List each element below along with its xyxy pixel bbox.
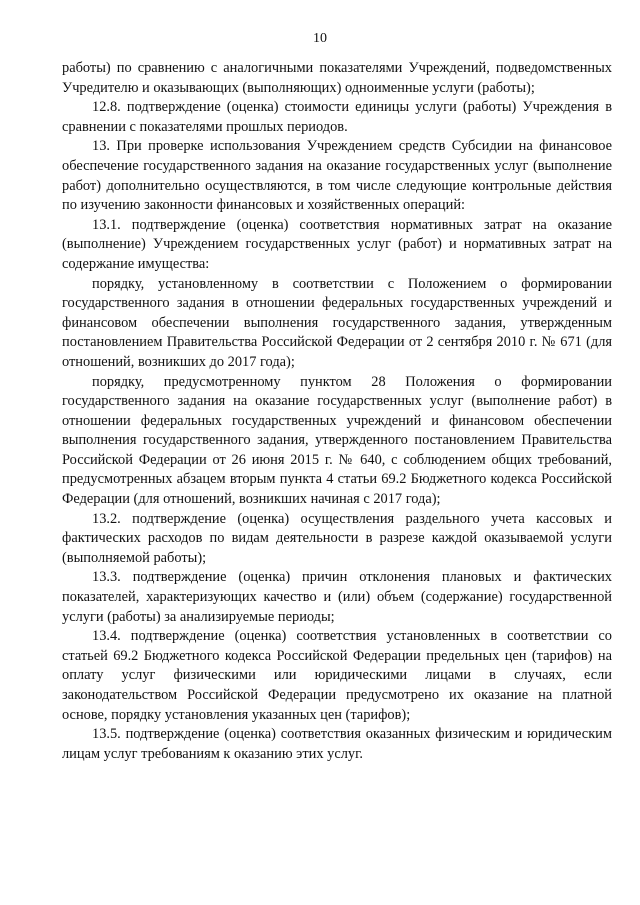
paragraph-13-2: 13.2. подтверждение (оценка) осуществления раздельного учета кассовых и фактических расходов по видам деятельности в разрезе каждой оказываемой услуги (выполняемой работы); (62, 510, 612, 566)
paragraph-13-1: 13.1. подтверждение (оценка) соответствия нормативных затрат на оказание (выполнение) Учреждением государственных услуг (работ) и нормативных затрат на содержание имущества: (62, 216, 612, 272)
paragraph-13-3: 13.3. подтверждение (оценка) причин отклонения плановых и фактических показателей, характеризующих качество и (или) объем (содержание) государственной услуги (работы) за анализируемые периоды; (62, 569, 612, 625)
paragraph-13-1-item-1: порядку, установленному в соответствии с Положением о формировании государственного задания в отношении федеральных государственных учреждений и финансовом обеспечении выполнения государственного задания, утвержденным постановлением Правительства Российской Федерации от 2 сентября 2010 г. № 671 (для отношений, возникших до 2017 года); (62, 275, 612, 370)
paragraph-13-4: 13.4. подтверждение (оценка) соответствия установленных в соответствии со статьей 69.2 Бюджетного кодекса Российской Федерации предельных цен (тарифов) на оплату услуг физическими или юридическими лицами в случаях, если законодательством Российской Федерации предусмотрено их оказание на платной основе, порядку установления указанных цен (тарифов); (62, 628, 612, 723)
page-number: 10 (313, 31, 327, 46)
paragraph-12-8: 12.8. подтверждение (оценка) стоимости единицы услуги (работы) Учреждения в сравнении с показателями прошлых периодов. (62, 99, 612, 135)
paragraph-13-1-item-2: порядку, предусмотренному пунктом 28 Положения о формировании государственного задания на оказание государственных услуг (выполнение работ) в отношении федеральных государственных учреждений и финансовом обеспечении выполнения государственного задания, утвержденного постановлением Правительства Российской Федерации от 26 июня 2015 г. № 640, с соблюдением общих требований, предусмотренных абзацем вторым пункта 4 статьи 69.2 Бюджетного кодекса Российской Федерации (для отношений, возникших начиная с 2017 года); (62, 373, 612, 508)
paragraph-13: 13. При проверке использования Учреждением средств Субсидии на финансовое обеспечение государственного задания на оказание государственных услуг (выполнение работ) дополнительно осуществляются, в том числе следующие контрольные действия по изучению законности финансовых и хозяйственных операций: (62, 138, 612, 214)
paragraph-13-5: 13.5. подтверждение (оценка) соответствия оказанных физическим и юридическим лицам услуг требованиям к оказанию этих услуг. (62, 726, 612, 762)
document-body (62, 59, 612, 764)
paragraph-12-7-continuation: работы) по сравнению с аналогичными показателями Учреждений, подведомственных Учредителю и оказывающих (выполняющих) одноименные услуги (работы); (62, 60, 612, 96)
